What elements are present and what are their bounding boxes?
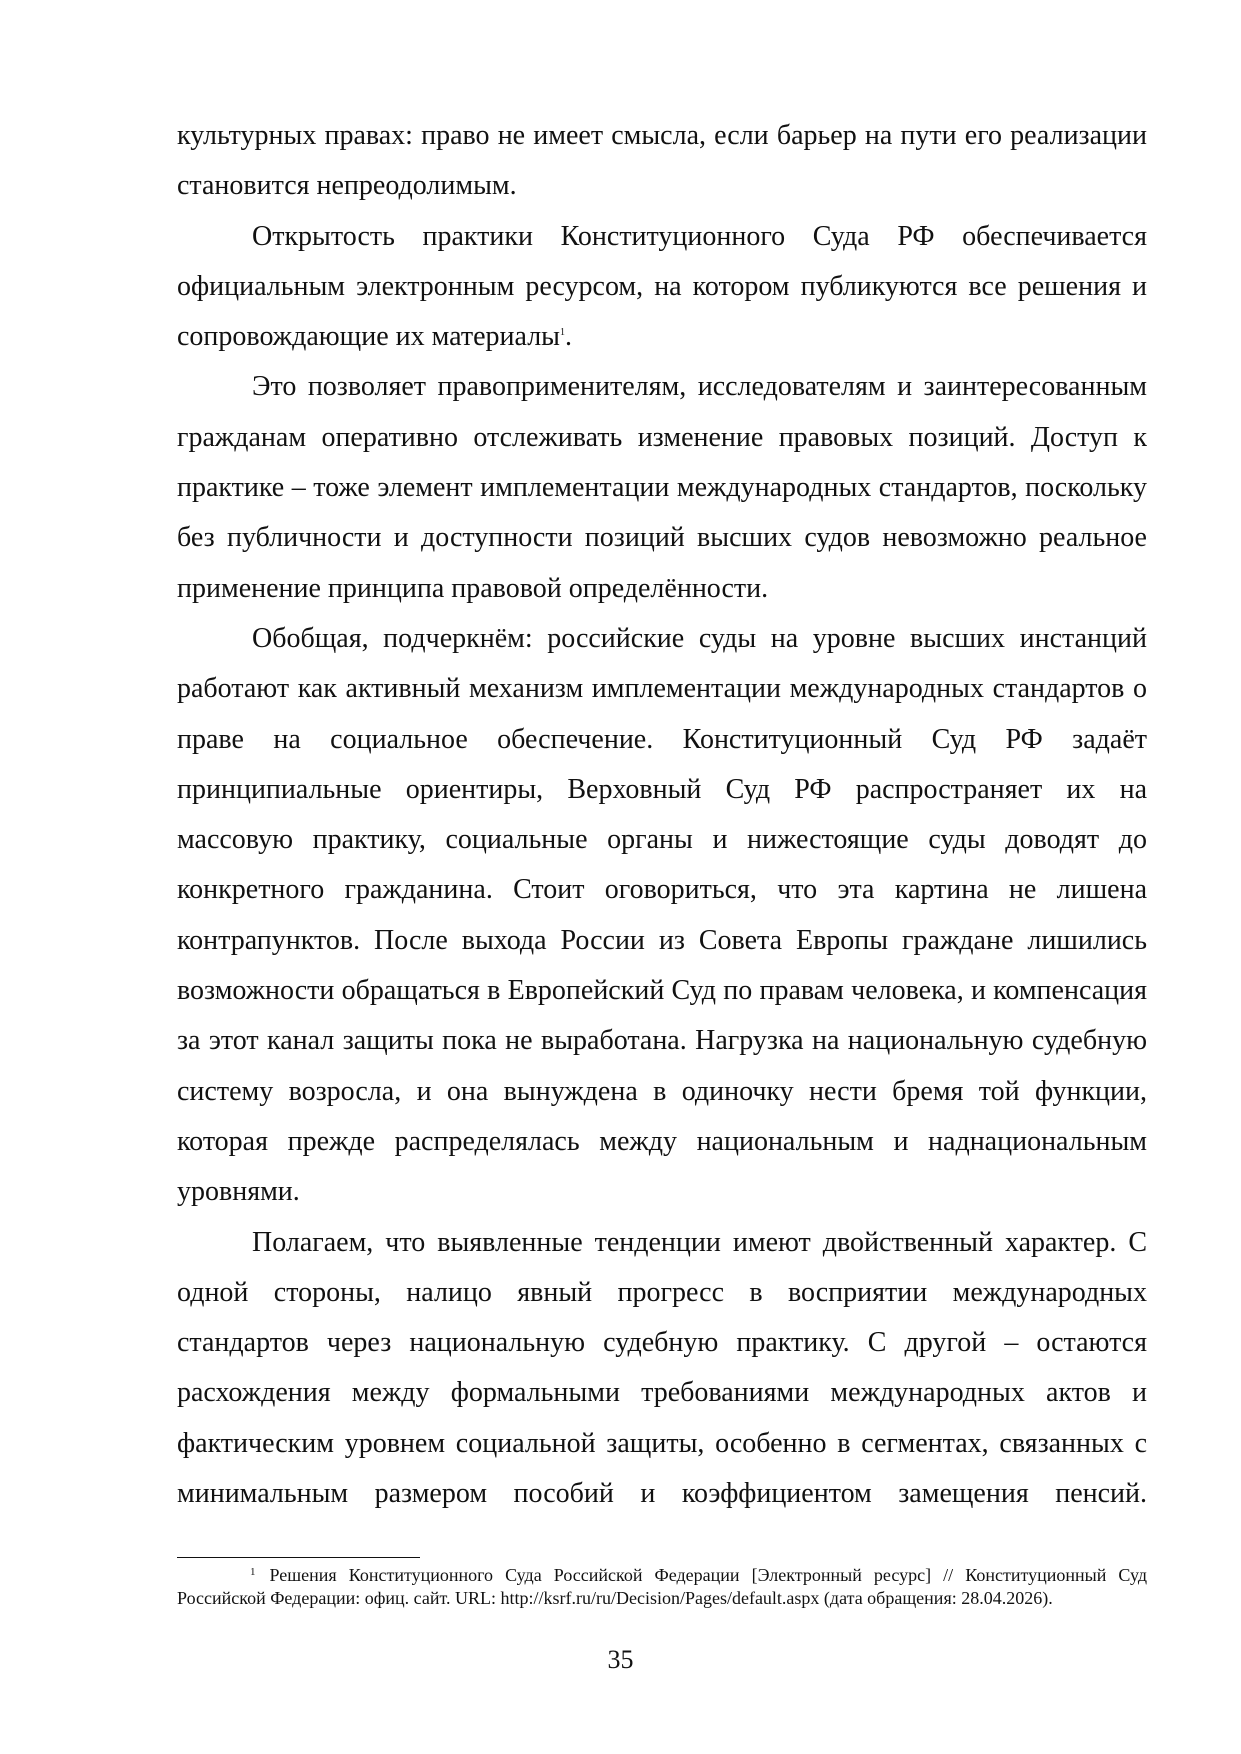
paragraph-continuation xyxy=(177,111,1147,212)
paragraph-text: Открытость практики Конституционного Суда РФ обеспечивается официальным электронным ресурсом, на котором публикуются все решения и сопровождающие их материалы xyxy=(177,220,1147,353)
paragraph-summary xyxy=(177,614,1147,1218)
footnote-marker: 1 xyxy=(250,1566,256,1578)
footnote xyxy=(177,1564,1147,1609)
paragraph-text: Полагаем, что выявленные тенденции имеют двойственный характер. С одной стороны, налицо явный прогресс в восприятии международных стандартов через национальную судебную практику. С другой – остаются расхождения между формальными требованиями международных актов и фактическим уровнем социальной защиты, особенно в сегментах, связанных с минимальным размером пособий и коэффициентом замещения пенсий. xyxy=(177,1226,1147,1510)
paragraph-text: Обобщая, подчеркнём: российские суды на уровне высших инстанций работают как активный механизм имплементации международных стандартов о праве на социальное обеспечение. Конституционный Суд РФ задаёт принципиальные ориентиры, Верховный Суд РФ распространяет их на массовую практику, социальные органы и нижестоящие суды доводят до конкретного гражданина. Стоит оговориться, что эта картина не лишена контрапунктов. После выхода России из Совета Европы граждане лишились возможности обращаться в Европейский Суд по правам человека, и компенсация за этот канал защиты пока не выработана. Нагрузка на национальную судебную систему возросла, и она вынуждена в одиночку нести бремя той функции, которая прежде распределялась между национальным и наднациональным уровнями. xyxy=(177,622,1147,1208)
paragraph-conclusion xyxy=(177,1218,1147,1520)
paragraph-access-to-practice xyxy=(177,362,1147,613)
paragraph-court-openness xyxy=(177,212,1147,363)
footnote-separator xyxy=(177,1557,420,1558)
page-number: 35 xyxy=(607,1645,634,1674)
paragraph-tail: . xyxy=(564,321,572,353)
body-text xyxy=(177,111,1147,1519)
paragraph-text: Это позволяет правоприменителям, исследователям и заинтересованным гражданам оперативно отслеживать изменение правовых позиций. Доступ к практике – тоже элемент имплементации международных стандартов, поскольку без публичности и доступности позиций высших судов невозможно реальное применение принципа правовой определённости. xyxy=(177,371,1147,604)
paragraph-text: культурных правах: право не имеет смысла, если барьер на пути его реализации становится непреодолимым. xyxy=(177,120,1147,202)
footnote-reference[interactable]: 1 xyxy=(559,327,565,339)
footnote-text: Решения Конституционного Суда Российской Федерации [Электронный ресурс] // Конституционный Суд Российской Федерации: офиц. сайт. URL: http://ksrf.ru/ru/Decision/Pages/default.aspx (дата обращения: 28.04.2026). xyxy=(177,1565,1147,1608)
